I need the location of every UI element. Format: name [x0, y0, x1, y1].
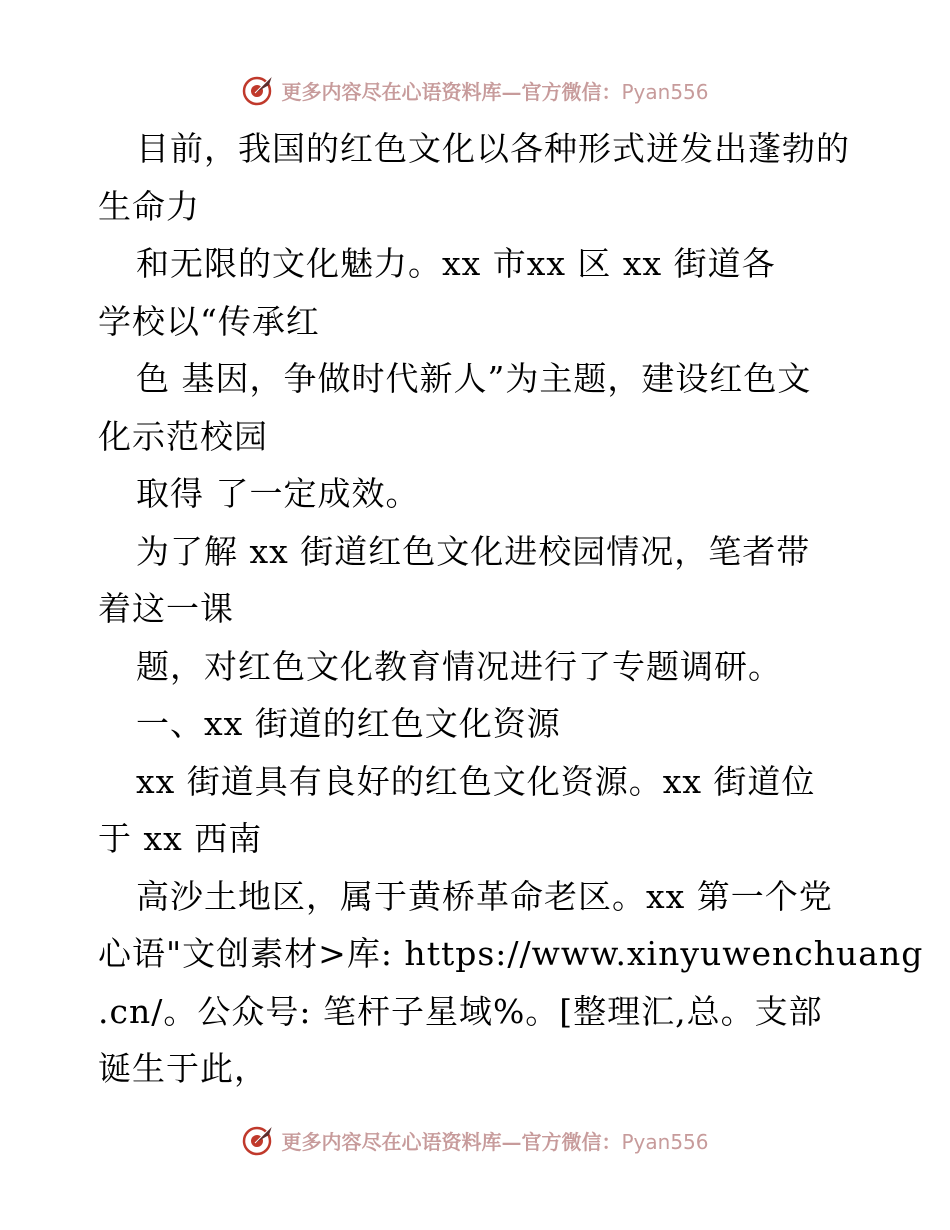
text-line: 高沙土地区，属于黄桥革命老区。xx 第一个党: [136, 876, 833, 916]
text-line: 诞生于此，: [98, 1049, 268, 1088]
text-line: 心语"文创素材>库: https://www.xinyuwenchuang: [98, 934, 924, 973]
watermark-wechat-id: Pyan556: [621, 1129, 709, 1154]
watermark-footer: [0, 1120, 950, 1160]
text-line: 为了解 xx 街道红色文化进校园情况，笔者带: [136, 531, 811, 571]
text-line: 和无限的文化魅力。xx 市xx 区 xx 街道各: [136, 244, 776, 283]
watermark-header: [0, 70, 950, 110]
document-body: [98, 120, 924, 1098]
watermark-label: 更多内容尽在心语资料库—官方微信：: [281, 79, 622, 104]
quill-logo-icon: [241, 1123, 275, 1157]
text-line: 化示范校园: [98, 416, 268, 456]
text-line: 题，对红色文化教育情况进行了专题调研。: [136, 646, 782, 686]
text-line: 一、xx 街道的红色文化资源: [136, 704, 561, 743]
text-line: 目前，我国的红色文化以各种形式迸发出蓬勃的: [136, 129, 850, 168]
text-line: .cn/。公众号: 笔杆子星域%。[整理汇,总。支部: [98, 991, 823, 1031]
text-line: 生命力: [98, 186, 200, 226]
watermark-text: [281, 76, 708, 105]
watermark-label: 更多内容尽在心语资料库—官方微信：: [281, 1129, 622, 1154]
text-line: 取得 了一定成效。: [136, 474, 420, 513]
watermark-wechat-id: Pyan556: [621, 79, 709, 104]
quill-logo-icon: [241, 73, 275, 107]
text-line: xx 街道具有良好的红色文化资源。xx 街道位: [136, 761, 816, 801]
text-line: 着这一课: [98, 589, 234, 628]
text-line: 色 基因，争做时代新人”为主题，建设红色文: [136, 359, 812, 398]
watermark-text: [281, 1126, 708, 1155]
text-line: 学校以“传承红: [98, 301, 320, 341]
text-line: 于 xx 西南: [98, 819, 263, 858]
